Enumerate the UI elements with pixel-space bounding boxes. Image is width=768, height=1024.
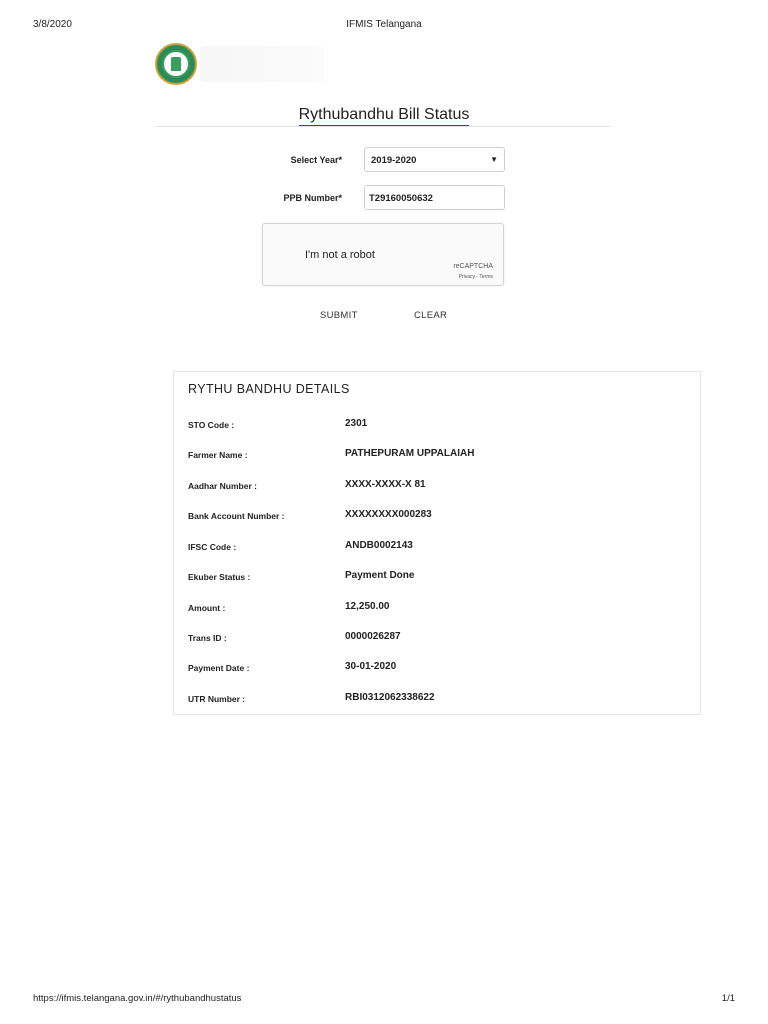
ppb-label: PPB Number* — [283, 193, 342, 203]
detail-value: ANDB0002143 — [345, 540, 413, 551]
detail-row-trans-id — [174, 630, 700, 646]
clear-button[interactable]: CLEAR — [414, 310, 448, 321]
detail-row-payment-date — [174, 660, 700, 676]
print-title: IFMIS Telangana — [346, 19, 422, 30]
year-select[interactable] — [364, 147, 505, 172]
print-date: 3/8/2020 — [33, 19, 72, 30]
detail-label: Farmer Name : — [188, 450, 248, 460]
details-title: RYTHU BANDHU DETAILS — [188, 382, 350, 396]
print-footer — [0, 993, 768, 1007]
detail-value: PATHEPURAM UPPALAIAH — [345, 448, 475, 459]
detail-value: 12,250.00 — [345, 601, 390, 612]
detail-value: RBI0312062338622 — [345, 692, 435, 703]
detail-value: XXXXXXXX000283 — [345, 509, 432, 520]
page-title-text: Rythubandhu Bill Status — [299, 106, 470, 127]
detail-label: Ekuber Status : — [188, 572, 251, 582]
detail-row-farmer-name — [174, 447, 700, 463]
print-page-number: 1/1 — [721, 993, 735, 1004]
detail-label: Aadhar Number : — [188, 481, 257, 491]
recaptcha-text: I'm not a robot — [305, 249, 375, 261]
rythu-bandhu-details-card — [173, 371, 701, 715]
ppb-number-input[interactable]: T29160050632 — [364, 185, 505, 210]
page-title — [0, 106, 768, 124]
print-url: https://ifmis.telangana.gov.in/#/rythubandhustatus — [33, 993, 242, 1004]
title-divider — [155, 126, 611, 127]
detail-value: 30-01-2020 — [345, 661, 397, 672]
year-select-value: 2019-2020 — [371, 155, 417, 166]
submit-button[interactable]: SUBMIT — [320, 310, 358, 321]
detail-label: Payment Date : — [188, 663, 250, 673]
detail-row-ifsc — [174, 539, 700, 555]
detail-label: IFSC Code : — [188, 542, 237, 552]
detail-label: STO Code : — [188, 420, 235, 430]
detail-value: Payment Done — [345, 570, 415, 581]
detail-label: UTR Number : — [188, 694, 246, 704]
detail-row-aadhar — [174, 478, 700, 494]
chevron-down-icon: ▼ — [490, 155, 498, 164]
detail-row-ekuber-status — [174, 569, 700, 585]
year-label: Select Year* — [290, 155, 342, 165]
logo-wordmark-area — [200, 46, 324, 82]
detail-label: Amount : — [188, 603, 226, 613]
detail-value: 0000026287 — [345, 631, 401, 642]
detail-row-bank-account — [174, 508, 700, 524]
print-header — [0, 19, 768, 33]
detail-value: XXXX-XXXX-X 81 — [345, 479, 426, 490]
detail-label: Bank Account Number : — [188, 511, 285, 521]
recaptcha-widget[interactable] — [262, 223, 504, 286]
telangana-emblem-logo — [155, 43, 197, 85]
recaptcha-brand: reCAPTCHA — [453, 263, 493, 270]
detail-row-sto-code — [174, 417, 700, 433]
detail-row-amount — [174, 600, 700, 616]
detail-row-utr-number — [174, 691, 700, 707]
recaptcha-links[interactable]: Privacy - Terms — [458, 274, 493, 280]
detail-value: 2301 — [345, 418, 368, 429]
detail-label: Trans ID : — [188, 633, 227, 643]
